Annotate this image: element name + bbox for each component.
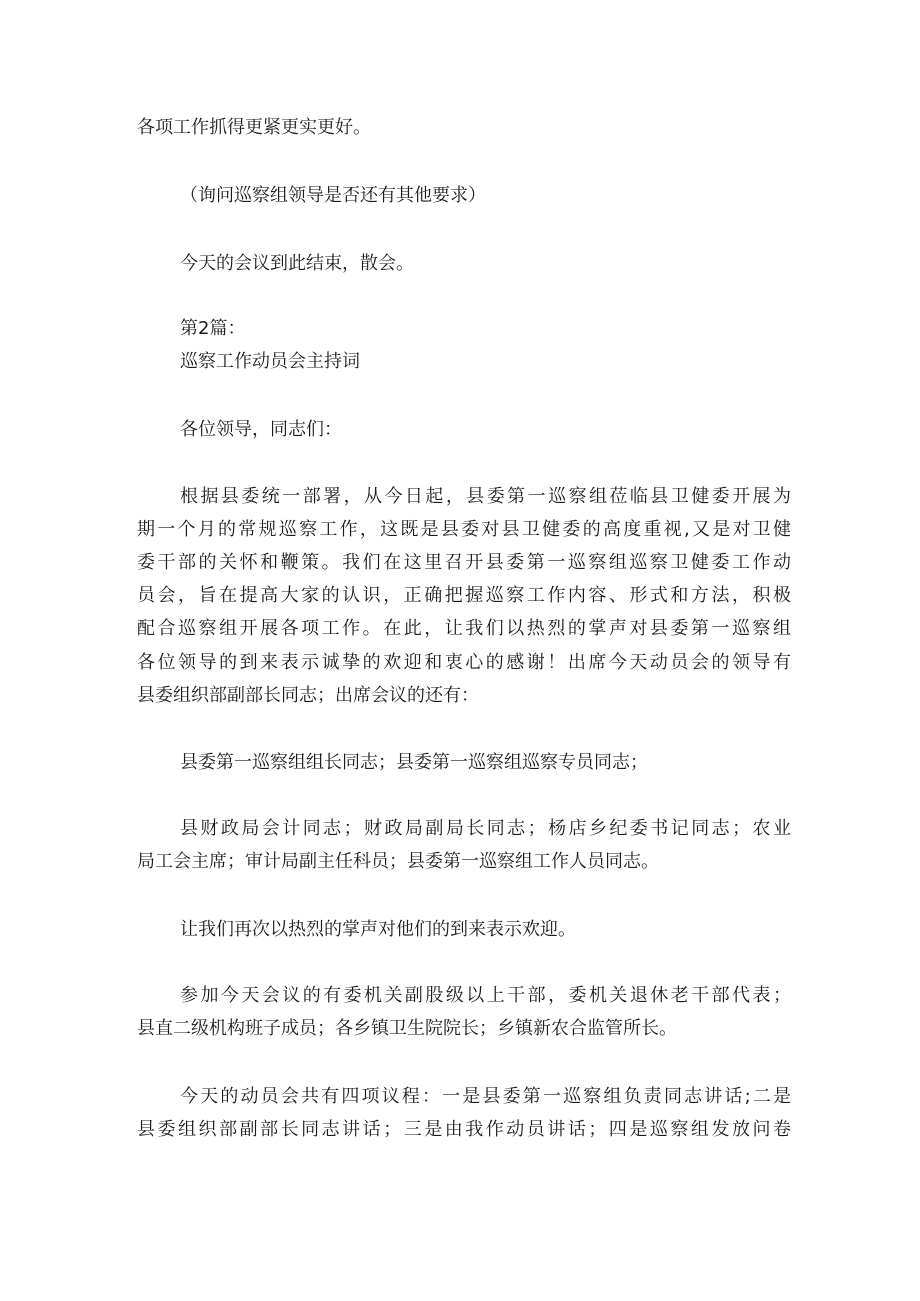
text-line: （询问巡察组领导是否还有其他要求）	[180, 185, 486, 206]
paragraph-line: 员会，旨在提高大家的认识，正确把握巡察工作内容、形式和方法，积极	[137, 585, 791, 606]
paragraph-line: 县委第一巡察组组长同志；县委第一巡察组巡察专员同志；	[180, 752, 648, 773]
paragraph-line: 各位领导的到来表示诚挚的欢迎和衷心的感谢！出席今天动员会的领导有	[137, 652, 791, 673]
paragraph-line: 县委组织部副部长同志讲话；三是由我作动员讲话；四是巡察组发放问卷	[137, 1119, 791, 1140]
paragraph-line: 配合巡察组开展各项工作。在此，让我们以热烈的掌声对县委第一巡察组	[137, 618, 791, 639]
paragraph-line: 县委组织部副部长同志；出席会议的还有：	[137, 685, 479, 706]
paragraph-line: 期一个月的常规巡察工作，这既是县委对县卫健委的高度重视,又是对卫健	[137, 519, 791, 540]
section-number: 第2篇：	[180, 318, 246, 339]
paragraph-line: 委干部的关怀和鞭策。我们在这里召开县委第一巡察组巡察卫健委工作动	[137, 552, 791, 573]
paragraph-line: 县直二级机构班子成员；各乡镇卫生院院长；乡镇新农合监管所长。	[137, 1018, 677, 1039]
salutation: 各位领导，同志们：	[180, 419, 342, 440]
paragraph-line: 今天的动员会共有四项议程：一是县委第一巡察组负责同志讲话;二是	[180, 1086, 791, 1107]
paragraph-line: 县财政局会计同志；财政局副局长同志；杨店乡纪委书记同志；农业	[180, 818, 791, 839]
paragraph-line: 根据县委统一部署，从今日起，县委第一巡察组莅临县卫健委开展为	[180, 486, 791, 507]
paragraph-line: 局工会主席；审计局副主任科员；县委第一巡察组工作人员同志。	[137, 851, 659, 872]
text-line: 各项工作抓得更紧更实更好。	[137, 117, 371, 138]
text-line: 今天的会议到此结束，散会。	[180, 253, 414, 274]
paragraph-line: 参加今天会议的有委机关副股级以上干部，委机关退休老干部代表；	[180, 985, 791, 1006]
section-title: 巡察工作动员会主持词	[180, 351, 360, 372]
paragraph-line: 让我们再次以热烈的掌声对他们的到来表示欢迎。	[180, 919, 576, 940]
